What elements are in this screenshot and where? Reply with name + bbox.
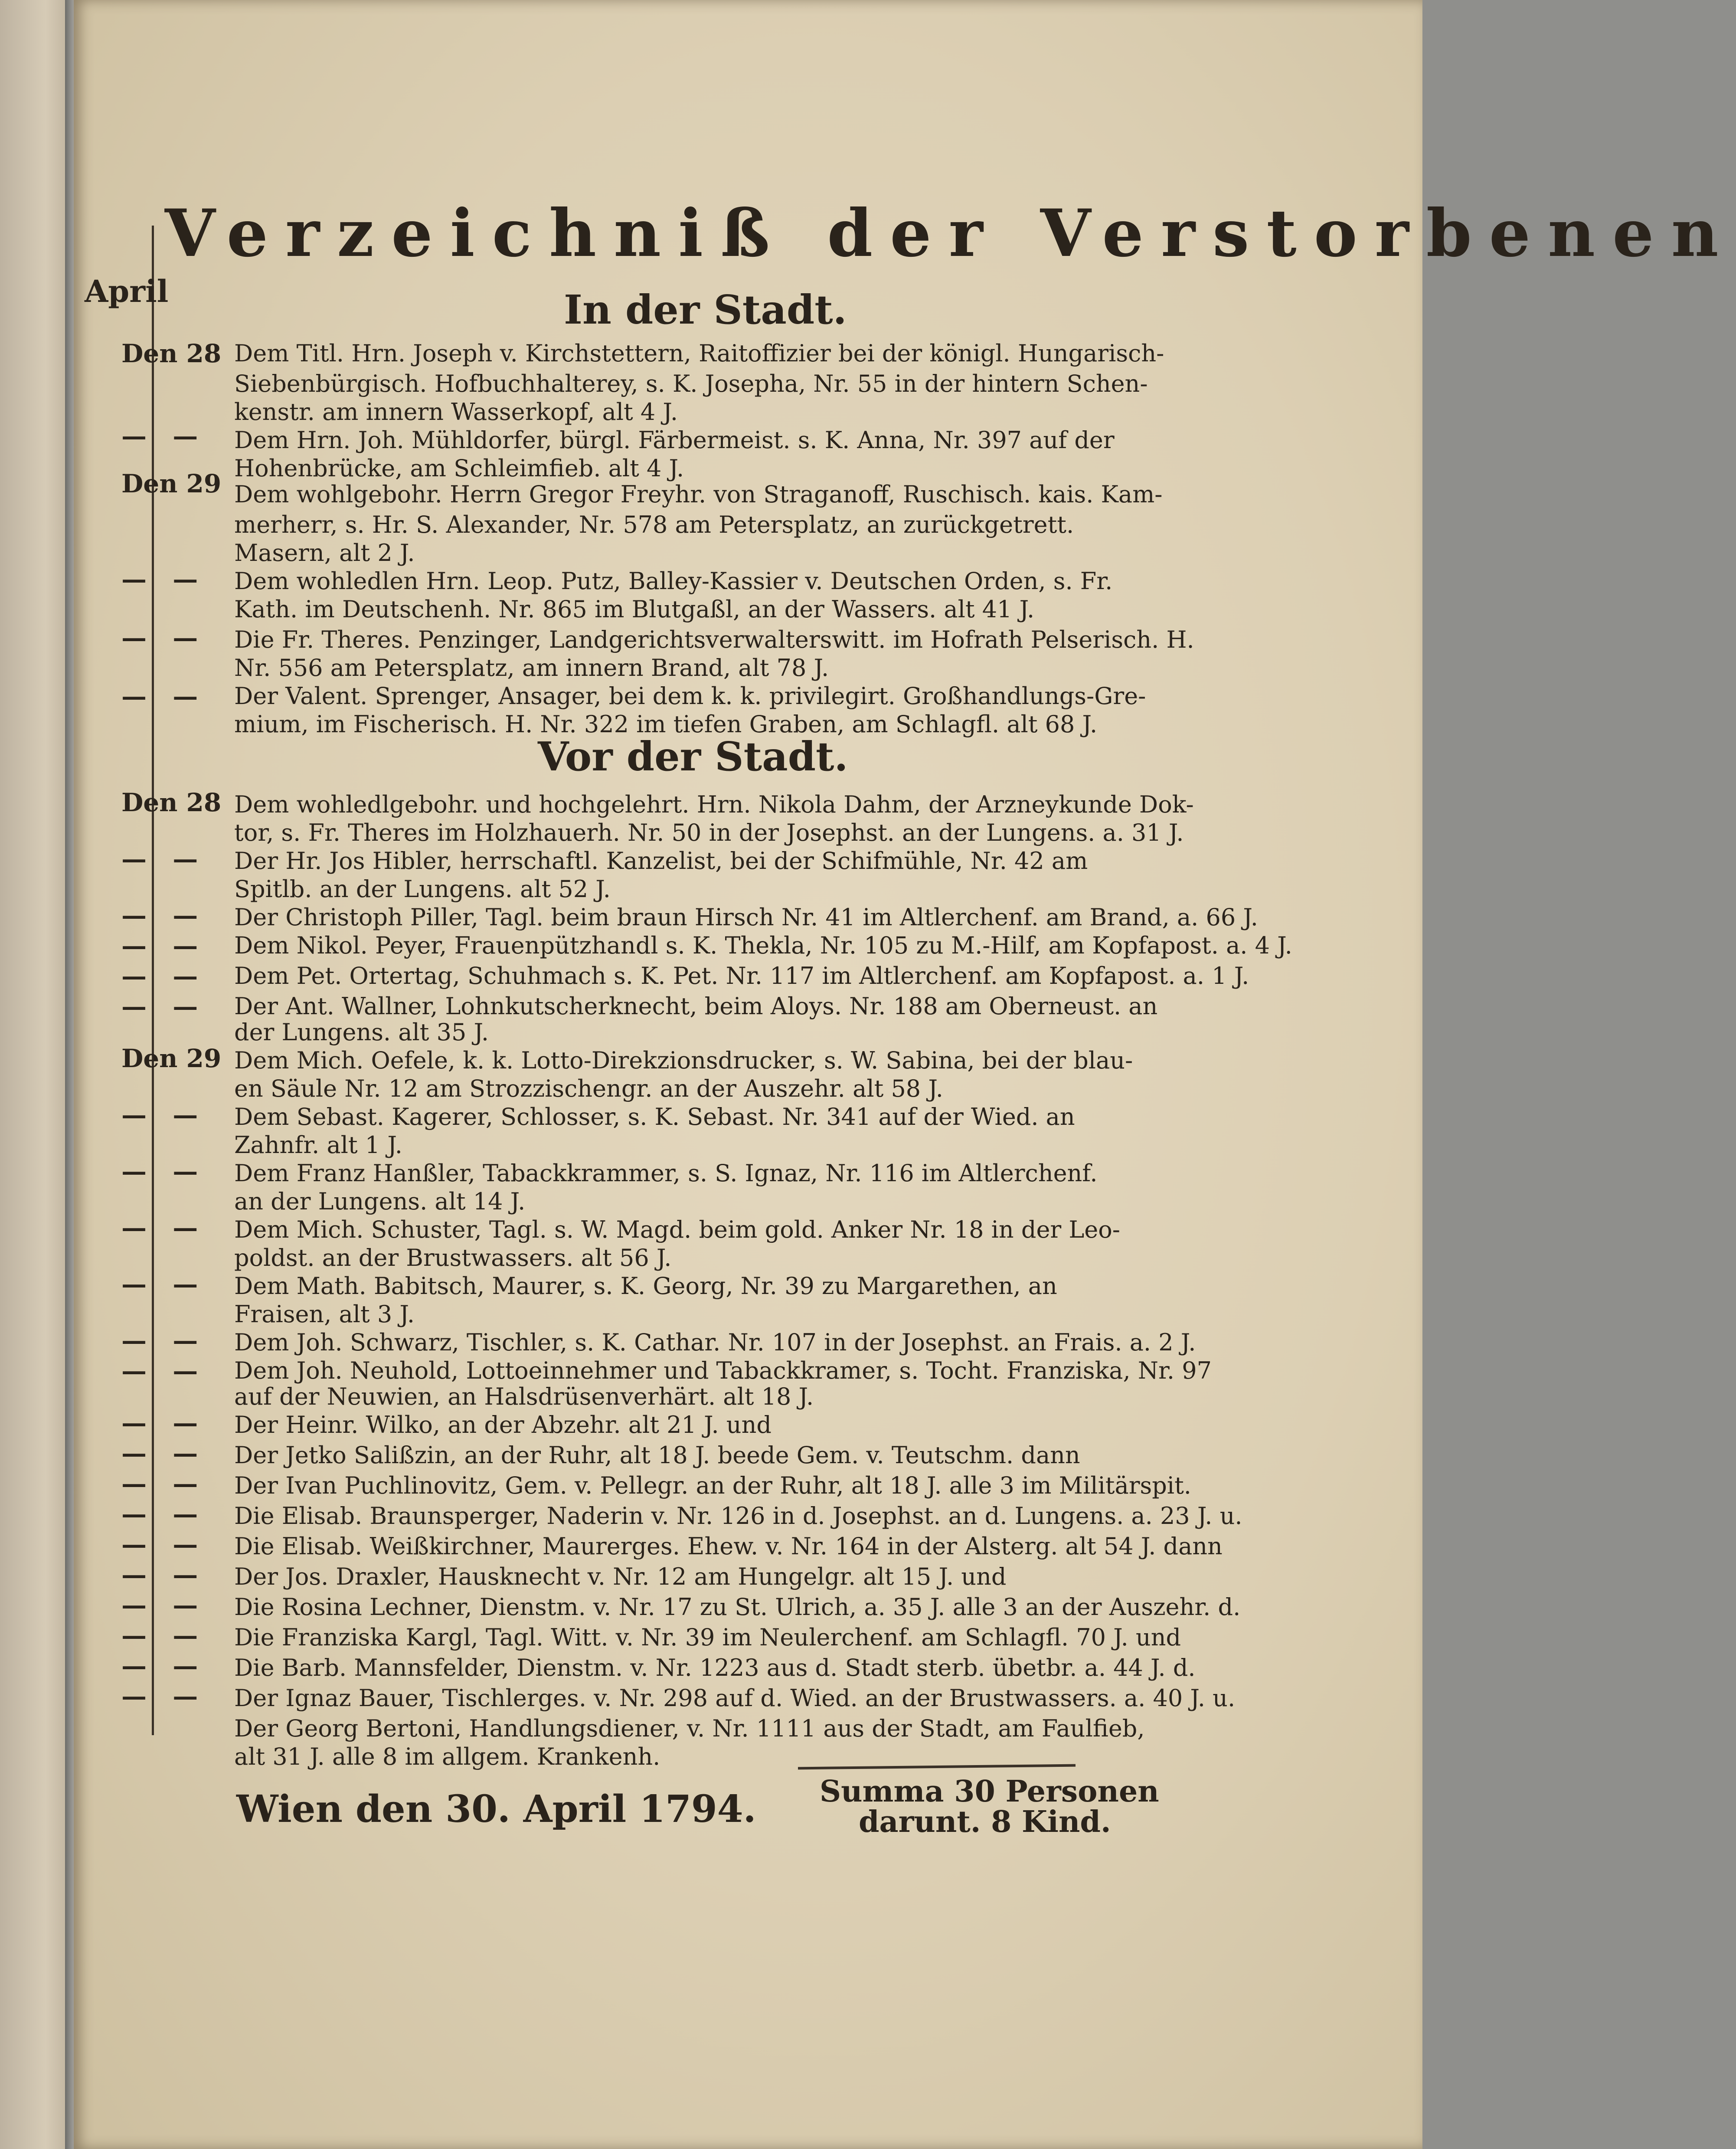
- entry-line: Der Jetko Salißzin, an der Ruhr, alt 18 J. beede Gem. v. Teutschm. dann: [234, 1441, 1080, 1469]
- date-label: Den 28: [121, 788, 222, 817]
- entry-line: Dem Franz Hanßler, Tabackkrammer, s. S. Ignaz, Nr. 116 im Altlerchenf.: [234, 1160, 1098, 1187]
- date-ditto: — —: [121, 1499, 207, 1529]
- children-count: darunt. 8 Kind.: [859, 1805, 1111, 1839]
- section-heading-suburbs: Vor der Stadt.: [538, 733, 848, 780]
- entry-line: Kath. im Deutschenh. Nr. 865 im Blutgaßl, an der Wassers. alt 41 J.: [234, 596, 1035, 623]
- entry-line: an der Lungens. alt 14 J.: [234, 1188, 526, 1215]
- date-label: Den 29: [121, 469, 222, 498]
- entry-line: Dem wohlgebohr. Herrn Gregor Freyhr. von Straganoff, Ruschisch. kais. Kam-: [234, 481, 1163, 508]
- date-ditto: — —: [121, 1156, 207, 1186]
- entry-line: poldst. an der Brustwassers. alt 56 J.: [234, 1244, 672, 1271]
- place-and-date: Wien den 30. April 1794.: [236, 1787, 756, 1831]
- entry-line: Siebenbürgisch. Hofbuchhalterey, s. K. Josepha, Nr. 55 in der hintern Schen-: [234, 370, 1148, 397]
- date-ditto: — —: [121, 1100, 207, 1130]
- date-ditto: — —: [121, 961, 207, 991]
- entry-line: Dem Sebast. Kagerer, Schlosser, s. K. Sebast. Nr. 341 auf der Wied. an: [234, 1103, 1075, 1130]
- date-ditto: — —: [121, 1356, 207, 1386]
- date-ditto: — —: [121, 844, 207, 874]
- entry-line: Dem Pet. Ortertag, Schuhmach s. K. Pet. Nr. 117 im Altlerchenf. am Kopfapost. a. 1 J.: [234, 962, 1249, 989]
- entry-line: Der Christoph Piller, Tagl. beim braun Hirsch Nr. 41 im Altlerchenf. am Brand, a. 66 J.: [234, 904, 1258, 931]
- entry-line: Der Ant. Wallner, Lohnkutscherknecht, beim Aloys. Nr. 188 am Oberneust. an: [234, 993, 1158, 1020]
- date-ditto: — —: [121, 681, 207, 711]
- date-ditto: — —: [121, 564, 207, 594]
- entry-line: Dem wohledlen Hrn. Leop. Putz, Balley-Kassier v. Deutschen Orden, s. Fr.: [234, 567, 1113, 595]
- entry-line: Der Heinr. Wilko, an der Abzehr. alt 21 J. und: [234, 1411, 772, 1438]
- entry-line: Dem Math. Babitsch, Maurer, s. K. Georg, Nr. 39 zu Margarethen, an: [234, 1272, 1057, 1300]
- date-ditto: — —: [121, 1408, 207, 1438]
- entry-line: Dem Nikol. Peyer, Frauenpützhandl s. K. Thekla, Nr. 105 zu M.-Hilf, am Kopfapost. a. 4 J.: [234, 932, 1292, 959]
- date-ditto: — —: [121, 1530, 207, 1559]
- previous-page-edge: [0, 0, 65, 2149]
- entry-line: Masern, alt 2 J.: [234, 539, 415, 567]
- entry-line: Dem Mich. Oefele, k. k. Lotto-Direkzionsdrucker, s. W. Sabina, bei der blau-: [234, 1047, 1133, 1074]
- entry-line: Der Ivan Puchlinovitz, Gem. v. Pellegr. an der Ruhr, alt 18 J. alle 3 im Militärspit.: [234, 1472, 1191, 1499]
- entry-line: Zahnfr. alt 1 J.: [234, 1131, 402, 1159]
- entry-line: der Lungens. alt 35 J.: [234, 1019, 489, 1046]
- entry-line: Die Elisab. Weißkirchner, Maurerges. Ehew. v. Nr. 164 in der Alsterg. alt 54 J. dann: [234, 1533, 1223, 1560]
- date-ditto: — —: [121, 1621, 207, 1650]
- date-label: Den 28: [121, 339, 222, 368]
- entry-line: kenstr. am innern Wasserkopf, alt 4 J.: [234, 398, 678, 426]
- entry-line: mium, im Fischerisch. H. Nr. 322 im tiefen Graben, am Schlagfl. alt 68 J.: [234, 711, 1098, 738]
- entry-line: Die Franziska Kargl, Tagl. Witt. v. Nr. 39 im Neulerchenf. am Schlagfl. 70 J. und: [234, 1624, 1181, 1651]
- date-ditto: — —: [121, 1590, 207, 1620]
- entry-line: Der Jos. Draxler, Hausknecht v. Nr. 12 am Hungelgr. alt 15 J. und: [234, 1563, 1007, 1590]
- entry-line: Der Ignaz Bauer, Tischlerges. v. Nr. 298 auf d. Wied. an der Brustwassers. a. 40 J. u.: [234, 1684, 1236, 1712]
- month-label: April: [85, 273, 169, 309]
- book-gutter: [65, 0, 74, 2149]
- entry-line: Der Valent. Sprenger, Ansager, bei dem k. k. privilegirt. Großhandlungs-Gre-: [234, 682, 1146, 710]
- date-ditto: — —: [121, 1651, 207, 1681]
- entry-line: Die Rosina Lechner, Dienstm. v. Nr. 17 zu St. Ulrich, a. 35 J. alle 3 an der Auszehr. d.: [234, 1593, 1241, 1621]
- entry-line: Dem Joh. Schwarz, Tischler, s. K. Cathar. Nr. 107 in der Josephst. an Frais. a. 2 J.: [234, 1329, 1196, 1356]
- date-ditto: — —: [121, 1681, 207, 1711]
- entry-line: Dem Hrn. Joh. Mühldorfer, bürgl. Färbermeist. s. K. Anna, Nr. 397 auf der: [234, 426, 1115, 454]
- date-ditto: — —: [121, 421, 207, 451]
- entry-line: Der Georg Bertoni, Handlungsdiener, v. Nr. 1111 aus der Stadt, am Faulfieb,: [234, 1715, 1145, 1742]
- entry-line: Dem Joh. Neuhold, Lottoeinnehmer und Tabackkramer, s. Tocht. Franziska, Nr. 97: [234, 1357, 1212, 1384]
- entry-line: Dem wohledlgebohr. und hochgelehrt. Hrn. Nikola Dahm, der Arzneykunde Dok-: [234, 791, 1194, 818]
- entry-line: en Säule Nr. 12 am Strozzischengr. an der Auszehr. alt 58 J.: [234, 1075, 943, 1102]
- entry-line: auf der Neuwien, an Halsdrüsenverhärt. alt 18 J.: [234, 1383, 814, 1410]
- entry-line: tor, s. Fr. Theres im Holzhauerh. Nr. 50 in der Josephst. an der Lungens. a. 31 J.: [234, 819, 1184, 846]
- entry-line: Spitlb. an der Lungens. alt 52 J.: [234, 875, 611, 903]
- date-ditto: — —: [121, 931, 207, 960]
- date-ditto: — —: [121, 1469, 207, 1498]
- entry-line: Hohenbrücke, am Schleimfieb. alt 4 J.: [234, 455, 684, 482]
- entry-line: Die Elisab. Braunsperger, Naderin v. Nr. 126 in d. Josephst. an d. Lungens. a. 23 J. u.: [234, 1502, 1242, 1530]
- date-ditto: — —: [121, 1326, 207, 1355]
- date-ditto: — —: [121, 1560, 207, 1589]
- date-ditto: — —: [121, 992, 207, 1021]
- date-ditto: — —: [121, 623, 207, 652]
- entry-line: Fraisen, alt 3 J.: [234, 1301, 415, 1328]
- date-ditto: — —: [121, 1438, 207, 1468]
- entry-line: Die Barb. Mannsfelder, Dienstm. v. Nr. 1223 aus d. Stadt sterb. übetbr. a. 44 J. d.: [234, 1654, 1196, 1681]
- date-ditto: — —: [121, 1269, 207, 1299]
- date-label: Den 29: [121, 1044, 222, 1073]
- entry-line: Die Fr. Theres. Penzinger, Landgerichtsverwalterswitt. im Hofrath Pelserisch. H.: [234, 626, 1194, 653]
- entry-line: Nr. 556 am Petersplatz, am innern Brand, alt 78 J.: [234, 654, 829, 681]
- page-title: Verzeichniß der Verstorbenen: [165, 195, 1736, 272]
- date-ditto: — —: [121, 1213, 207, 1242]
- entry-line: Der Hr. Jos Hibler, herrschaftl. Kanzelist, bei der Schifmühle, Nr. 42 am: [234, 847, 1088, 875]
- entry-line: merherr, s. Hr. S. Alexander, Nr. 578 am Petersplatz, an zurückgetrett.: [234, 511, 1074, 538]
- entry-line: Dem Titl. Hrn. Joseph v. Kirchstettern, Raitoffizier bei der königl. Hungarisch-: [234, 340, 1164, 367]
- entry-line: Dem Mich. Schuster, Tagl. s. W. Magd. beim gold. Anker Nr. 18 in der Leo-: [234, 1216, 1120, 1243]
- section-heading-city: In der Stadt.: [564, 286, 847, 333]
- date-ditto: — —: [121, 901, 207, 930]
- total-count: Summa 30 Personen: [820, 1774, 1159, 1809]
- entry-line: alt 31 J. alle 8 im allgem. Krankenh.: [234, 1743, 660, 1770]
